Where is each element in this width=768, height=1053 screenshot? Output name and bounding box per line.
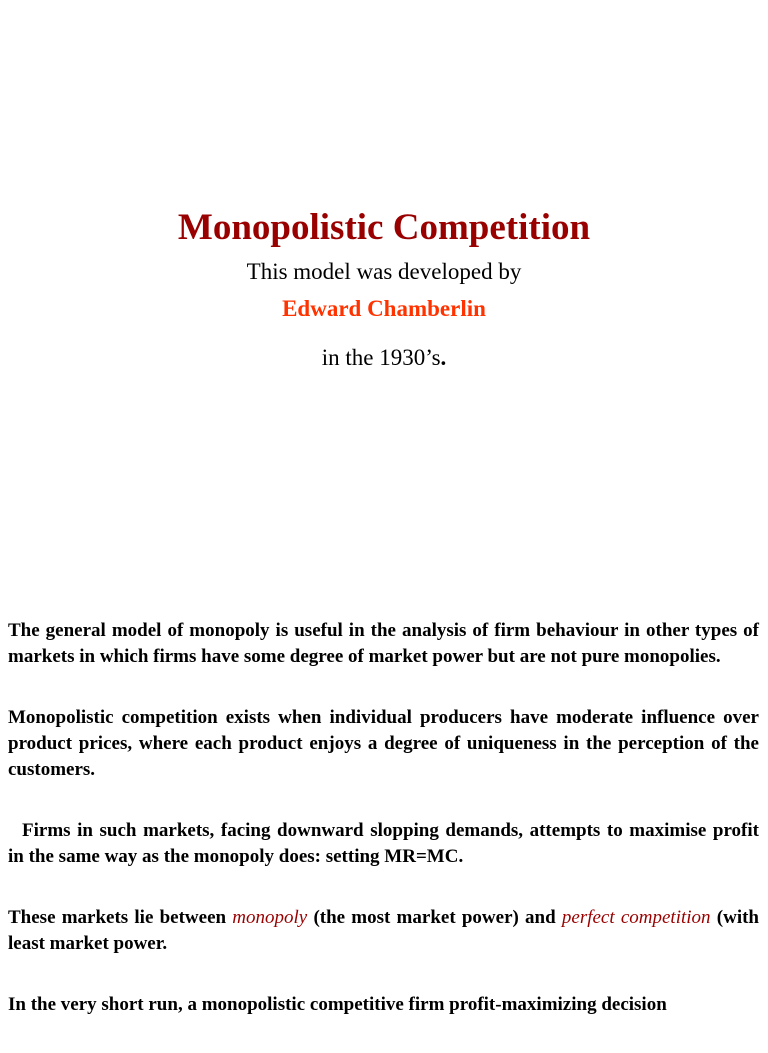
era-text: in the 1930’s [321, 345, 441, 370]
paragraph-definition: Monopolistic competition exists when individual producers have moderate influence over product prices, where each product enjoys a degree of uniqueness in the perception of the customers. [8, 707, 759, 780]
market-position-text-b: (the most market power) and [307, 907, 562, 928]
paragraph-short-run: In the very short run, a monopolistic competitive firm profit-maximizing decision [8, 994, 667, 1015]
era-line [0, 344, 768, 372]
market-position-text-c: (with least market power. [8, 907, 759, 954]
perfect-competition-term: perfect competition [561, 907, 711, 928]
body-text [8, 618, 759, 1053]
paragraph-monopoly-model: The general model of monopoly is useful in the analysis of firm behaviour in other types of markets in which firms have some degree of market power but are not pure monopolies. [8, 620, 759, 667]
paragraph-market-position [8, 905, 759, 957]
market-position-text-a: These markets lie between [8, 907, 233, 928]
paragraph-profit: Firms in such markets, facing downward slopping demands, attempts to maximise profit in the same way as the monopoly does: setting MR=MC. [8, 820, 759, 867]
era-period: . [440, 345, 447, 370]
monopoly-term: monopoly [232, 907, 308, 928]
subtitle: This model was developed by [246, 259, 522, 284]
page-title: Monopolistic Competition [177, 207, 591, 248]
author-name: Edward Chamberlin [282, 296, 486, 321]
